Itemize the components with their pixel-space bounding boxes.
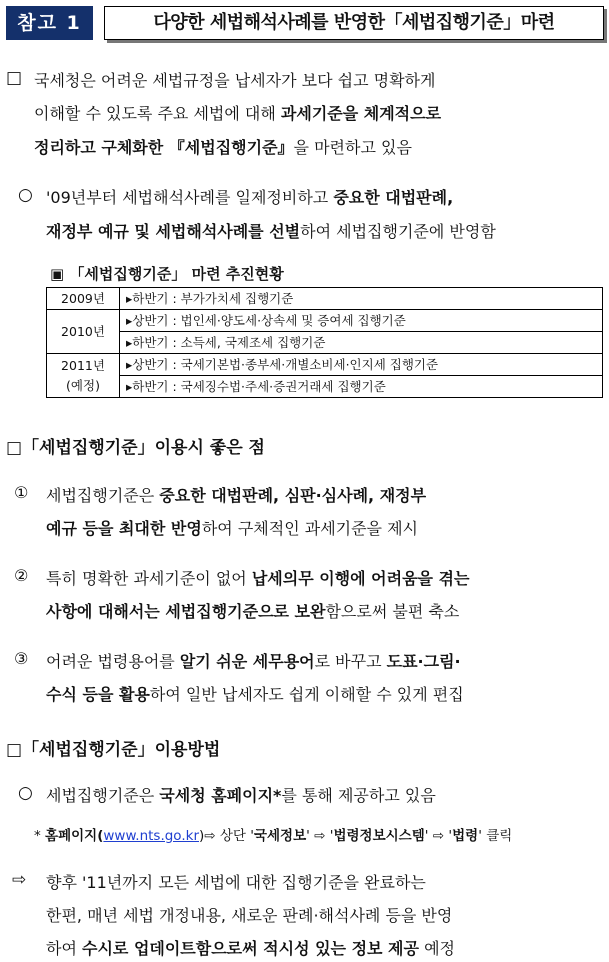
s3-o1-text2: 를 통해 제공하고 있음 — [281, 786, 436, 805]
note-bold-3: 법령 — [452, 828, 479, 844]
circle-bullet: ○ — [18, 783, 33, 803]
s2-i2-text2: 함으로써 불편 축소 — [325, 602, 460, 621]
note-text-c: ' ⇨ ' — [306, 828, 334, 844]
s2-i3-bold2: 수식 등을 활용 — [46, 685, 150, 704]
table-row — [47, 310, 603, 332]
note-bold-1: 국세정보 — [253, 828, 307, 844]
s3-arrow-bold: 수시로 업데이트함으로써 적시성 있는 정보 제공 — [82, 939, 419, 958]
s1-line2-text: 이해할 수 있도록 주요 세법에 대해 — [34, 104, 281, 123]
schedule-table — [46, 287, 603, 398]
note-text-d: ' ⇨ ' — [424, 828, 453, 844]
year-note: (예정) — [66, 377, 100, 393]
s3-arrow-text2: 예정 — [418, 939, 455, 958]
s1o-line1-text: '09년부터 세법해석사례를 일제정비하고 — [46, 188, 334, 207]
s2-i1-line1 — [46, 483, 426, 506]
circle-bullet: ○ — [18, 185, 33, 205]
reference-badge: 참고 1 — [6, 6, 93, 40]
s2-i3-text: 어려운 법령용어를 — [46, 652, 180, 671]
num-3: ③ — [14, 649, 29, 668]
s3-o1-bold: 국세청 홈페이지* — [159, 786, 282, 805]
num-2: ② — [14, 566, 29, 585]
s2-i3-text2: 하여 일반 납세자도 쉽게 이해할 수 있게 편집 — [149, 685, 464, 704]
s2-i3-bold: 알기 쉬운 세무용어 — [179, 652, 315, 671]
square-bullet-icon: ▣ — [50, 265, 65, 283]
s1-line2 — [34, 101, 441, 124]
note-star: * — [34, 828, 41, 844]
s1-line3 — [34, 135, 412, 158]
s3-arrow-line1: 향후 '11년까지 모든 세법에 대한 집행기준을 완료하는 — [46, 873, 426, 892]
s2-i2-text: 특히 명확한 과세기준이 없어 — [46, 569, 252, 588]
year-cell — [47, 354, 120, 398]
table-row — [47, 376, 603, 398]
s3-arrow-text: 하여 — [46, 939, 82, 958]
note-text-e: ' 클릭 — [478, 828, 513, 844]
s1o-line2-bold: 재정부 예규 및 세법해석사례를 선별 — [46, 222, 301, 241]
s2-i3-line2 — [46, 682, 464, 705]
homepage-note — [34, 824, 512, 844]
right-arrow-icon: ⇨ — [12, 870, 27, 890]
s2-i1-text: 세법집행기준은 — [46, 486, 160, 505]
table-title-text: 「세법집행기준」 마련 추진현황 — [69, 265, 284, 283]
s2-i1-bold: 중요한 대법판례, 심판·심사례, 재정부 — [159, 486, 427, 505]
s3-heading: □「세법집행기준」이용방법 — [6, 740, 221, 760]
table-row — [47, 332, 603, 354]
schedule-cell: ▸하반기 : 부가가치세 집행기준 — [120, 288, 603, 310]
s2-heading: □「세법집행기준」이용시 좋은 점 — [6, 438, 265, 458]
year-label: 2011년 — [61, 357, 105, 373]
s2-i1-text2: 하여 구체적인 과세기준을 제시 — [201, 519, 419, 538]
schedule-cell: ▸상반기 : 국세기본법·종부세·개별소비세·인지세 집행기준 — [120, 354, 603, 376]
note-text: 홈페이지( — [45, 828, 104, 844]
table-row — [47, 288, 603, 310]
s1-line3-bold: 정리하고 구체화한 『세법집행기준』 — [34, 138, 294, 157]
table-row — [47, 354, 603, 376]
note-text-b: )⇨ 상단 ' — [199, 828, 254, 844]
s1o-line2 — [46, 219, 496, 242]
schedule-cell: ▸하반기 : 국세징수법·주세·증권거래세 집행기준 — [120, 376, 603, 398]
s2-i2-bold: 납세의무 이행에 어려움을 겪는 — [251, 569, 470, 588]
schedule-cell: ▸하반기 : 소득세, 국제조세 집행기준 — [120, 332, 603, 354]
s1-line2-bold: 과세기준을 체계적으로 — [280, 104, 442, 123]
s2-i3-text-b: 로 바꾸고 — [314, 652, 387, 671]
year-cell: 2010년 — [47, 310, 120, 354]
s1-line3-text: 을 마련하고 있음 — [293, 138, 412, 157]
s1-line1: 국세청은 어려운 세법규정을 납세자가 보다 쉽고 명확하게 — [34, 71, 436, 90]
num-1: ① — [14, 483, 29, 502]
note-bold-2: 법령정보시스템 — [333, 828, 425, 844]
s2-i2-bold2: 사항에 대해서는 세법집행기준으로 보완 — [46, 602, 326, 621]
s3-o1-line — [46, 783, 436, 806]
s1o-line1-bold: 중요한 대법판례, — [333, 188, 454, 207]
s2-i1-bold2: 예규 등을 최대한 반영 — [46, 519, 202, 538]
s3-arrow-line3 — [46, 936, 455, 959]
s2-i2-line2 — [46, 599, 459, 622]
s2-i1-line2 — [46, 516, 418, 539]
s1o-line2-text: 하여 세법집행기준에 반영함 — [300, 222, 496, 241]
schedule-cell: ▸상반기 : 법인세·양도세·상속세 및 증여세 집행기준 — [120, 310, 603, 332]
s2-i3-line1 — [46, 649, 461, 672]
nts-homepage-link[interactable]: www.nts.go.kr — [103, 828, 199, 844]
year-cell: 2009년 — [47, 288, 120, 310]
section-bullet-box: □ — [6, 68, 23, 88]
s3-o1-text: 세법집행기준은 — [46, 786, 160, 805]
page-title: 다양한 세법해석사례를 반영한「세법집행기준」마련 — [104, 6, 604, 40]
table-title — [50, 263, 284, 284]
s1o-line1 — [46, 185, 453, 208]
s3-arrow-line2: 한편, 매년 세법 개정내용, 새로운 판례·해석사례 등을 반영 — [46, 906, 453, 925]
s2-i3-bold-b: 도표·그림· — [386, 652, 461, 671]
s2-i2-line1 — [46, 566, 469, 589]
